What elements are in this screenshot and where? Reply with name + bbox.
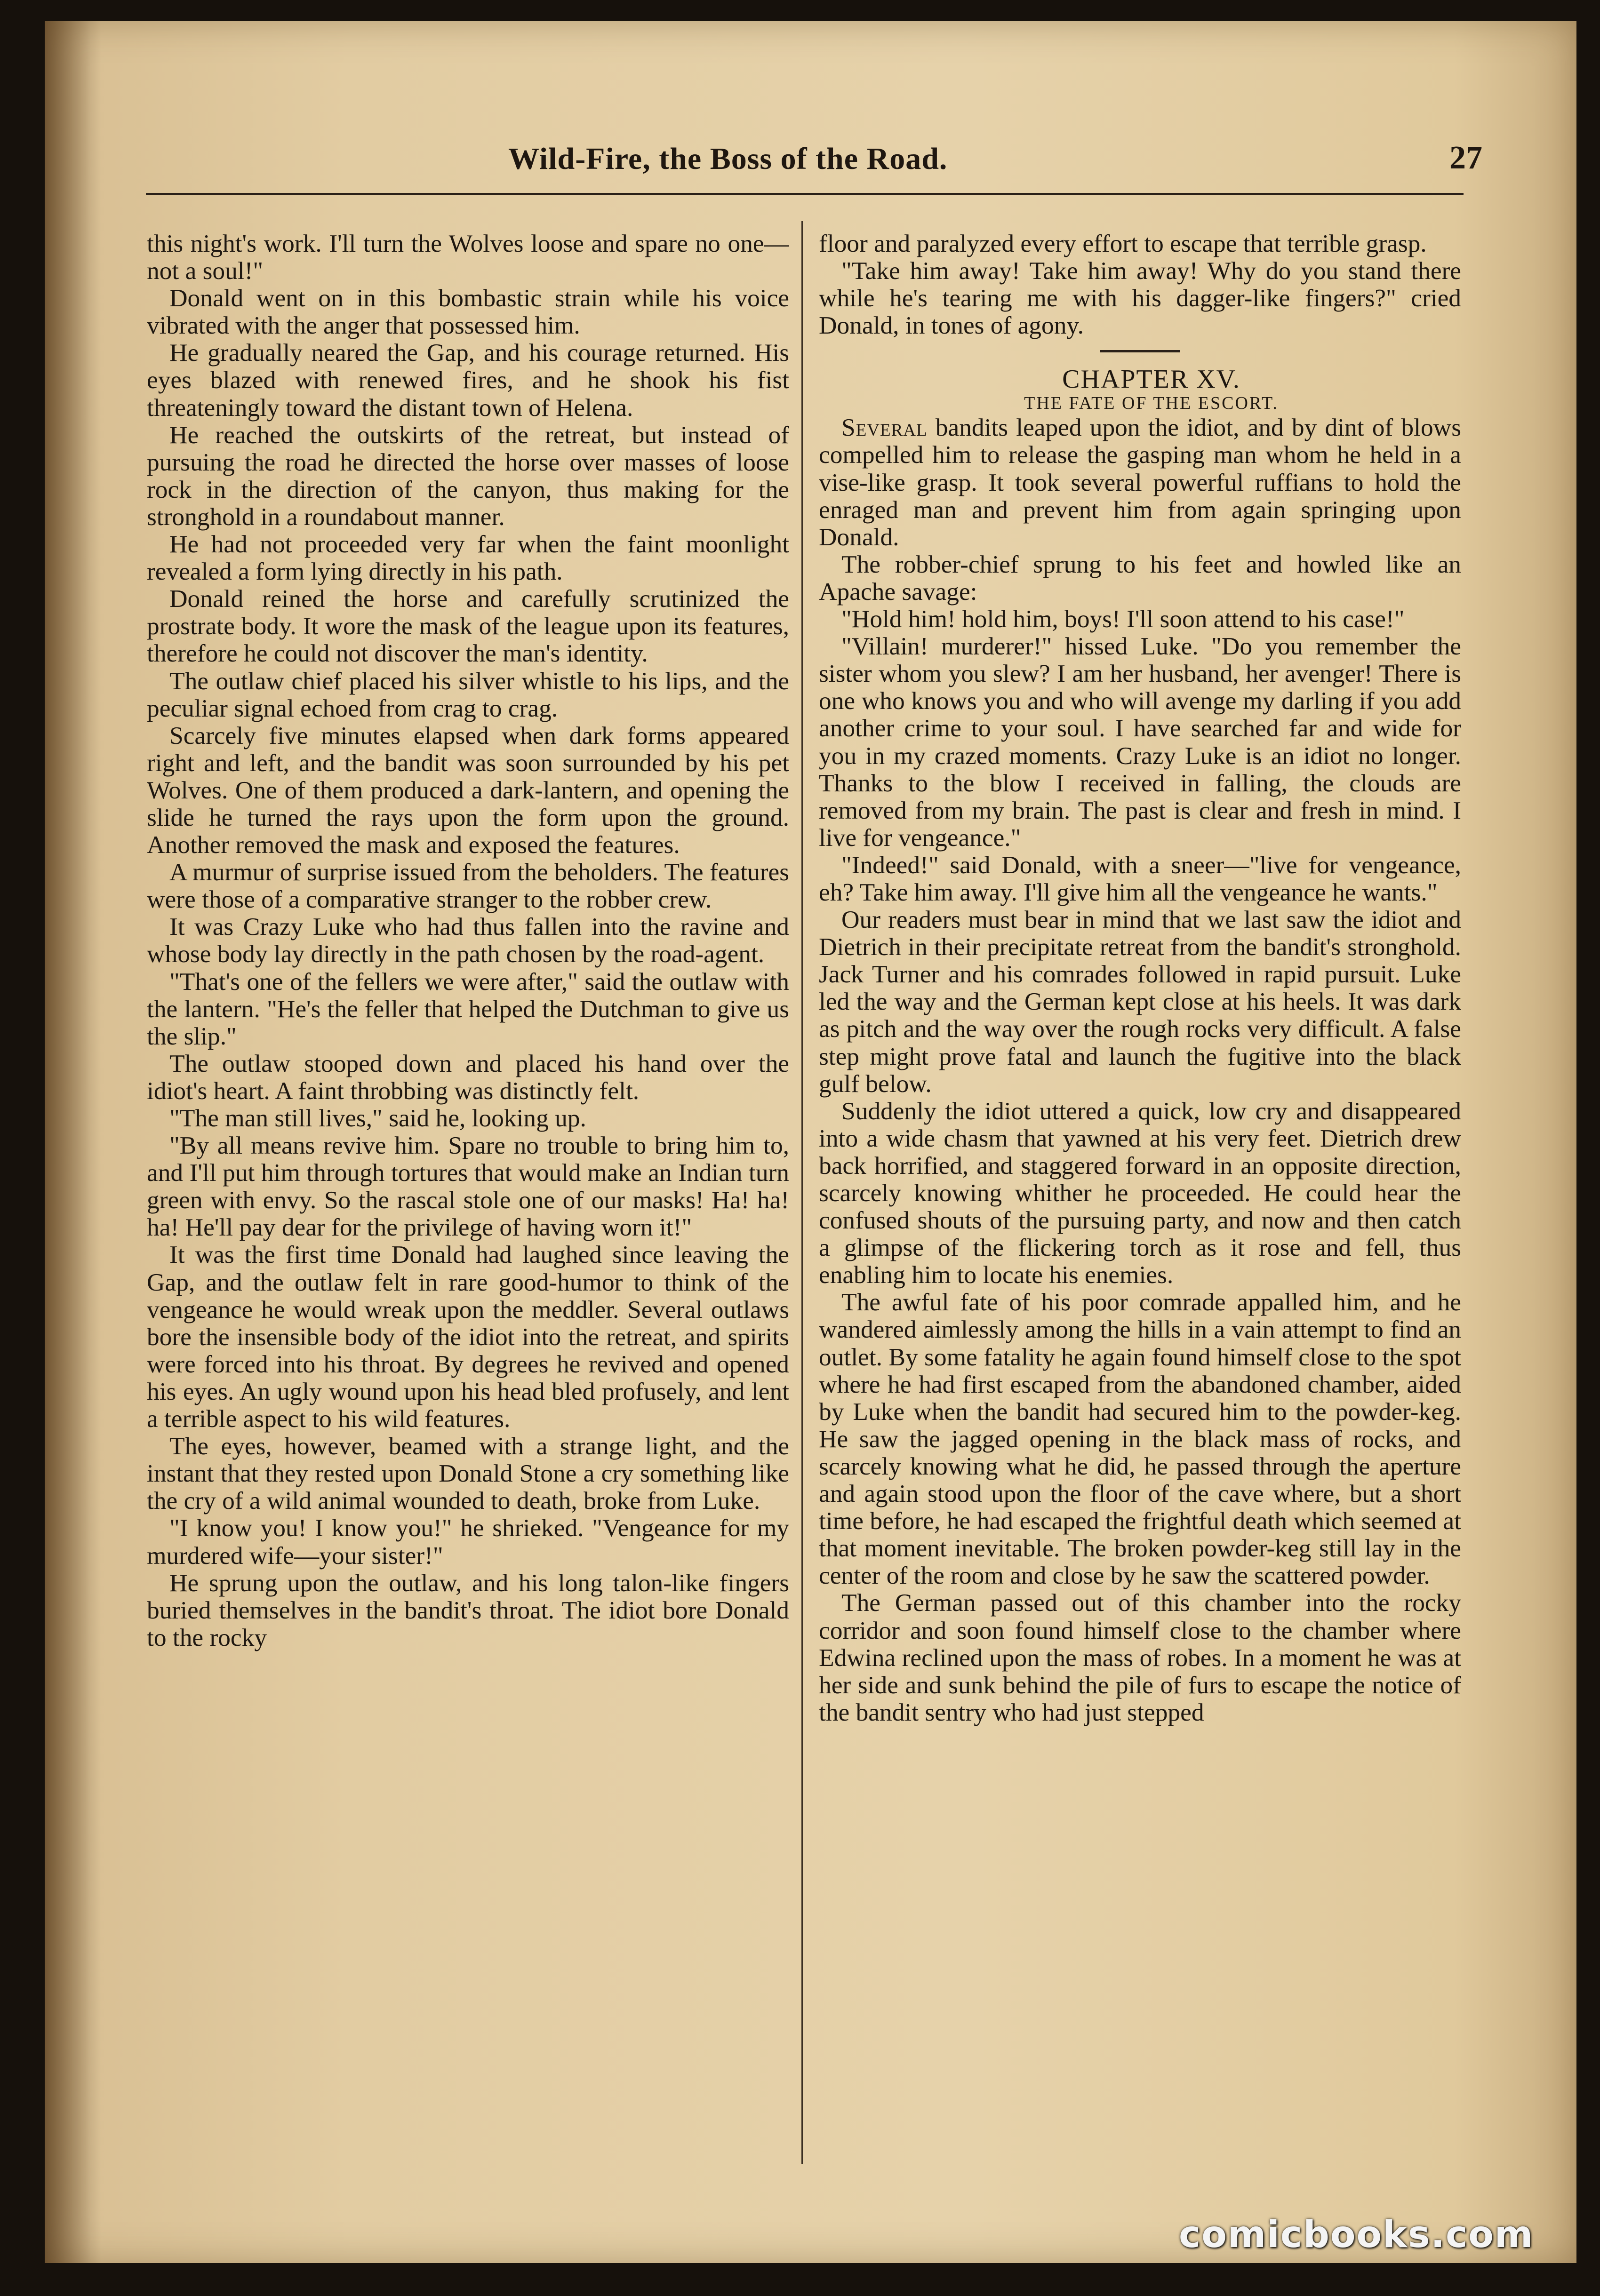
running-title: Wild-Fire, the Boss of the Road. [508,142,948,176]
paragraph: He sprung upon the outlaw, and his long talon-like fingers buried themselves in the bandit's throat. The idiot bore Donald to the rocky [147,1568,789,1651]
page-gutter-shadow [45,21,101,2263]
site-watermark: comicbooks.com [1179,2214,1534,2256]
paragraph: "Take him away! Take him away! Why do you stand there while he's tearing me with his dagger-like fingers?" cried Donald, in tones of agony. [819,256,1461,340]
chapter-rule [1100,350,1180,352]
paragraph: The eyes, however, beamed with a strange light, and the instant that they rested upon Donald Stone a cry something like the cry of a wild animal wounded to death, broke from Luke. [147,1432,789,1515]
paragraph: A murmur of surprise issued from the beholders. The features were those of a comparative stranger to the robber crew. [147,858,789,914]
paragraph: "That's one of the fellers we were after," said the outlaw with the lantern. "He's the feller that helped the Dutchman to give us the slip." [147,967,789,1050]
paragraph: The awful fate of his poor comrade appalled him, and he wandered aimlessly among the hills in a vain attempt to find an outlet. By some fatality he again found himself close to the spot where he had first escaped from the abandoned chamber, aided by Luke when the bandit had secured him to the powder-keg. He saw the jagged opening in the black mass of rocks, and scarcely knowing what he did, he passed through the aperture and again stood upon the floor of the cave where, but a short time before, he had escaped the frightful death which seemed at that moment inevitable. The broken powder-keg still lay in the center of the room and close by he saw the scattered powder. [819,1288,1461,1590]
paragraph: The outlaw chief placed his silver whistle to his lips, and the peculiar signal echoed from crag to crag. [147,666,789,722]
chapter-lead-text: bandits leaped upon the idiot, and by dint of blows compelled him to release the gasping man whom he held in a vise-like grasp. It took several powerful ruffians to hold the enraged man and prevent him from again springing upon Donald. [819,413,1461,551]
paragraph: "The man still lives," said he, looking up. [169,1104,586,1132]
left-column [147,230,789,2182]
header-rule [146,193,1464,195]
paragraph: floor and paralyzed every effort to escape that terrible grasp. [819,230,1427,257]
chapter-lead-word: Several [841,413,928,442]
paragraph: He had not proceeded very far when the faint moonlight revealed a form lying directly in his path. [147,530,789,586]
chapter-title: CHAPTER XV. [1062,365,1240,394]
paragraph: Scarcely five minutes elapsed when dark forms appeared right and left, and the bandit was soon surrounded by his pet Wolves. One of them produced a dark-lantern, and opening the slide he turned the rays upon the form upon the ground. Another removed the mask and exposed the features. [147,721,789,859]
chapter-opening-paragraph [819,414,1461,550]
paragraph: "Indeed!" said Donald, with a sneer—"live for vengeance, eh? Take him away. I'll give him all the vengeance he wants." [819,850,1461,906]
paragraph: The outlaw stooped down and placed his hand over the idiot's heart. A faint throbbing was distinctly felt. [147,1049,789,1105]
paragraph: this night's work. I'll turn the Wolves loose and spare no one—not a soul!" [147,230,789,285]
paragraph: Donald reined the horse and carefully scrutinized the prostrate body. It wore the mask of the league upon its features, therefore he could not discover the man's identity. [147,584,789,668]
paragraph: Suddenly the idiot uttered a quick, low cry and disappeared into a wide chasm that yawned at his very feet. Dietrich drew back horrified, and staggered forward in an opposite direction, scarcely knowing whither he proceeded. He could hear the confused shouts of the pursuing party, and now and then catch a glimpse of the flickering torch as it rose and fell, thus enabling him to locate his enemies. [819,1096,1461,1289]
paragraph: He gradually neared the Gap, and his courage returned. His eyes blazed with renewed fires, and he shook his fist threateningly toward the distant town of Helena. [147,338,789,422]
paragraph: It was Crazy Luke who had thus fallen into the ravine and whose body lay directly in the path chosen by the road-agent. [147,912,789,968]
column-divider [801,221,803,2164]
page-number: 27 [1449,140,1482,176]
paragraph: The robber-chief sprung to his feet and howled like an Apache savage: [819,550,1461,606]
paragraph: The German passed out of this chamber into the rocky corridor and soon found himself close to the chamber where Edwina reclined upon the mass of robes. In a moment he was at her side and sunk behind the pile of furs to escape the notice of the bandit sentry who had just stepped [819,1588,1461,1726]
paragraph: He reached the outskirts of the retreat, but instead of pursuing the road he directed the horse over masses of loose rock in the direction of the canyon, thus making for the stronghold in a roundabout manner. [147,420,789,531]
paragraph: "I know you! I know you!" he shrieked. "Vengeance for my murdered wife—your sister!" [147,1514,789,1570]
chapter-subtitle: THE FATE OF THE ESCORT. [1024,393,1279,414]
right-column [819,230,1461,2182]
paragraph: "By all means revive him. Spare no trouble to bring him to, and I'll put him through tortures that would make an Indian turn green with envy. So the rascal stole one of our masks! Ha! ha! ha! He'll pay dear for the privilege of having worn it!" [147,1131,789,1242]
paragraph: "Hold him! hold him, boys! I'll soon attend to his case!" [841,605,1405,633]
paragraph: It was the first time Donald had laughed since leaving the Gap, and the outlaw felt in rare good-humor to think of the vengeance he would wreak upon the meddler. Several outlaws bore the insensible body of the idiot into the retreat, and spirits were forced into his throat. By degrees he revived and opened his eyes. An ugly wound upon his head bled profusely, and lent a terrible aspect to his wild features. [147,1240,789,1433]
paragraph: Donald went on in this bombastic strain while his voice vibrated with the anger that possessed him. [147,284,789,340]
paragraph: "Villain! murderer!" hissed Luke. "Do you remember the sister whom you slew? I am her husband, her avenger! There is one who knows you and who will avenge my darling if you add another crime to your soul. I have searched far and wide for you in my crazed moments. Crazy Luke is an idiot no longer. Thanks to the blow I received in falling, the clouds are removed from my brain. The past is clear and fresh in mind. I live for vengeance." [819,632,1461,852]
paragraph: Our readers must bear in mind that we last saw the idiot and Dietrich in their precipitate retreat from the bandit's stronghold. Jack Turner and his comrades followed in rapid pursuit. Luke led the way and the German kept close at his heels. It was dark as pitch and the way over the rough rocks very difficult. A false step might prove fatal and launch the fugitive into the black gulf below. [819,905,1461,1098]
